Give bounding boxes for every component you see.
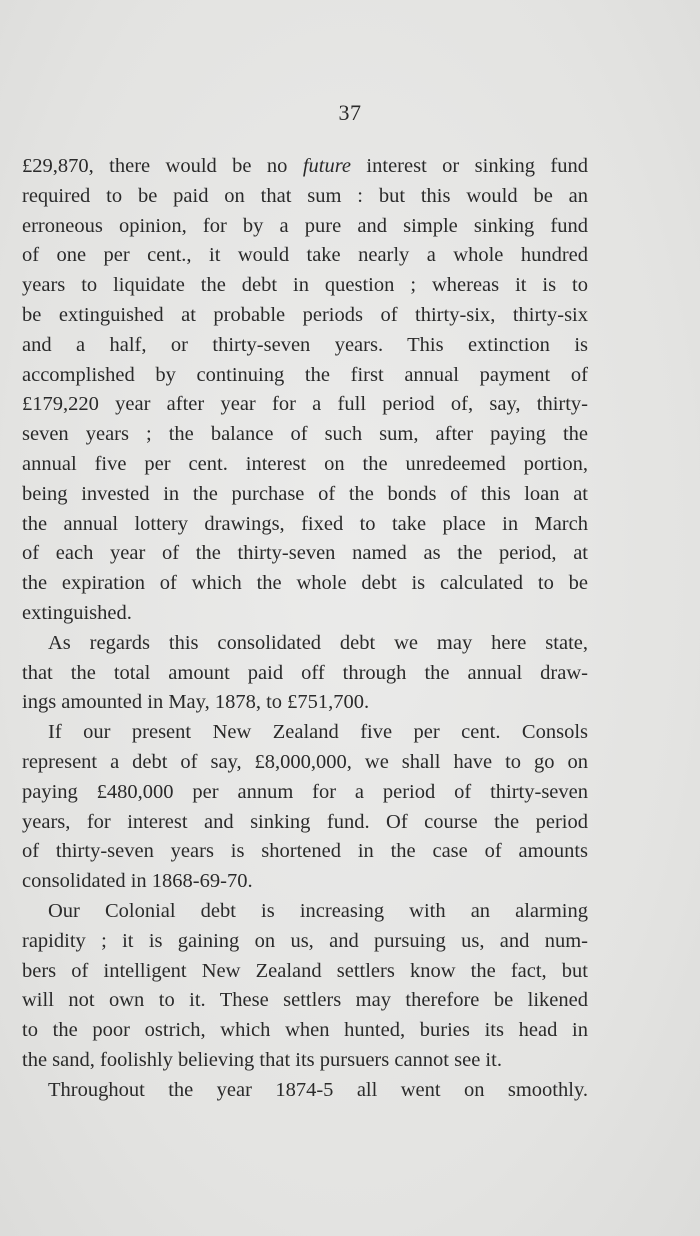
paragraph-4 (22, 897, 588, 1076)
text-line: ings amounted in May, 1878, to £751,700. (22, 691, 370, 714)
text-line: represent a debt of say, £8,000,000, we shall have to go on (22, 750, 588, 773)
text-line: being invested in the purchase of the bonds of this loan at (22, 482, 588, 505)
paragraph-2 (22, 629, 588, 718)
italic-word: future (302, 155, 352, 177)
text-line: Throughout the year 1874-5 all went on smoothly. (48, 1078, 588, 1101)
text-line: will not own to it. These settlers may therefore be likened (22, 989, 588, 1012)
text-line: consolidated in 1868-69-70. (22, 870, 253, 893)
text-line (22, 152, 588, 182)
text-line: the expiration of which the whole debt is calculated to be (22, 572, 588, 595)
text-run: interest or sinking fund (351, 155, 588, 177)
paragraph-1 (22, 152, 588, 629)
page-body (22, 152, 588, 1106)
text-line: years, for interest and sinking fund. Of course the period (22, 810, 588, 833)
text-run: £29,870, there would be no (22, 155, 303, 177)
text-line: of one per cent., it would take nearly a whole hundred (22, 244, 588, 267)
text-line: seven years ; the balance of such sum, after paying the (22, 423, 588, 446)
paragraph-3 (22, 718, 588, 897)
text-line: If our present New Zealand five per cent. Consols (48, 721, 588, 744)
text-line: bers of intelligent New Zealand settlers know the fact, but (22, 959, 588, 982)
text-line: rapidity ; it is gaining on us, and pursuing us, and num- (22, 929, 588, 952)
text-line: As regards this consolidated debt we may here state, (48, 631, 588, 654)
text-line: and a half, or thirty-seven years. This extinction is (22, 333, 588, 356)
text-line: Our Colonial debt is increasing with an alarming (48, 899, 588, 922)
text-line: of each year of the thirty-seven named as the period, at (22, 542, 588, 565)
text-line: that the total amount paid off through the annual draw- (22, 661, 588, 684)
text-line: paying £480,000 per annum for a period of thirty-seven (22, 780, 588, 803)
text-line: erroneous opinion, for by a pure and simple sinking fund (22, 214, 588, 237)
text-line: be extinguished at probable periods of thirty-six, thirty-six (22, 303, 588, 326)
text-line: extinguished. (22, 601, 132, 624)
text-line: of thirty-seven years is shortened in the case of amounts (22, 840, 588, 863)
text-line: annual five per cent. interest on the unredeemed portion, (22, 452, 588, 475)
text-line: £179,220 year after year for a full period of, say, thirty- (22, 393, 588, 416)
text-line: years to liquidate the debt in question ; whereas it is to (22, 274, 588, 297)
text-line: the annual lottery drawings, fixed to take place in March (22, 512, 588, 535)
paragraph-5 (22, 1076, 588, 1106)
text-line: required to be paid on that sum : but this would be an (22, 184, 588, 207)
text-line: the sand, foolishly believing that its pursuers cannot see it. (22, 1048, 502, 1071)
text-line: to the poor ostrich, which when hunted, buries its head in (22, 1019, 588, 1042)
text-line: accomplished by continuing the first annual payment of (22, 363, 588, 386)
page-number: 37 (338, 100, 362, 125)
